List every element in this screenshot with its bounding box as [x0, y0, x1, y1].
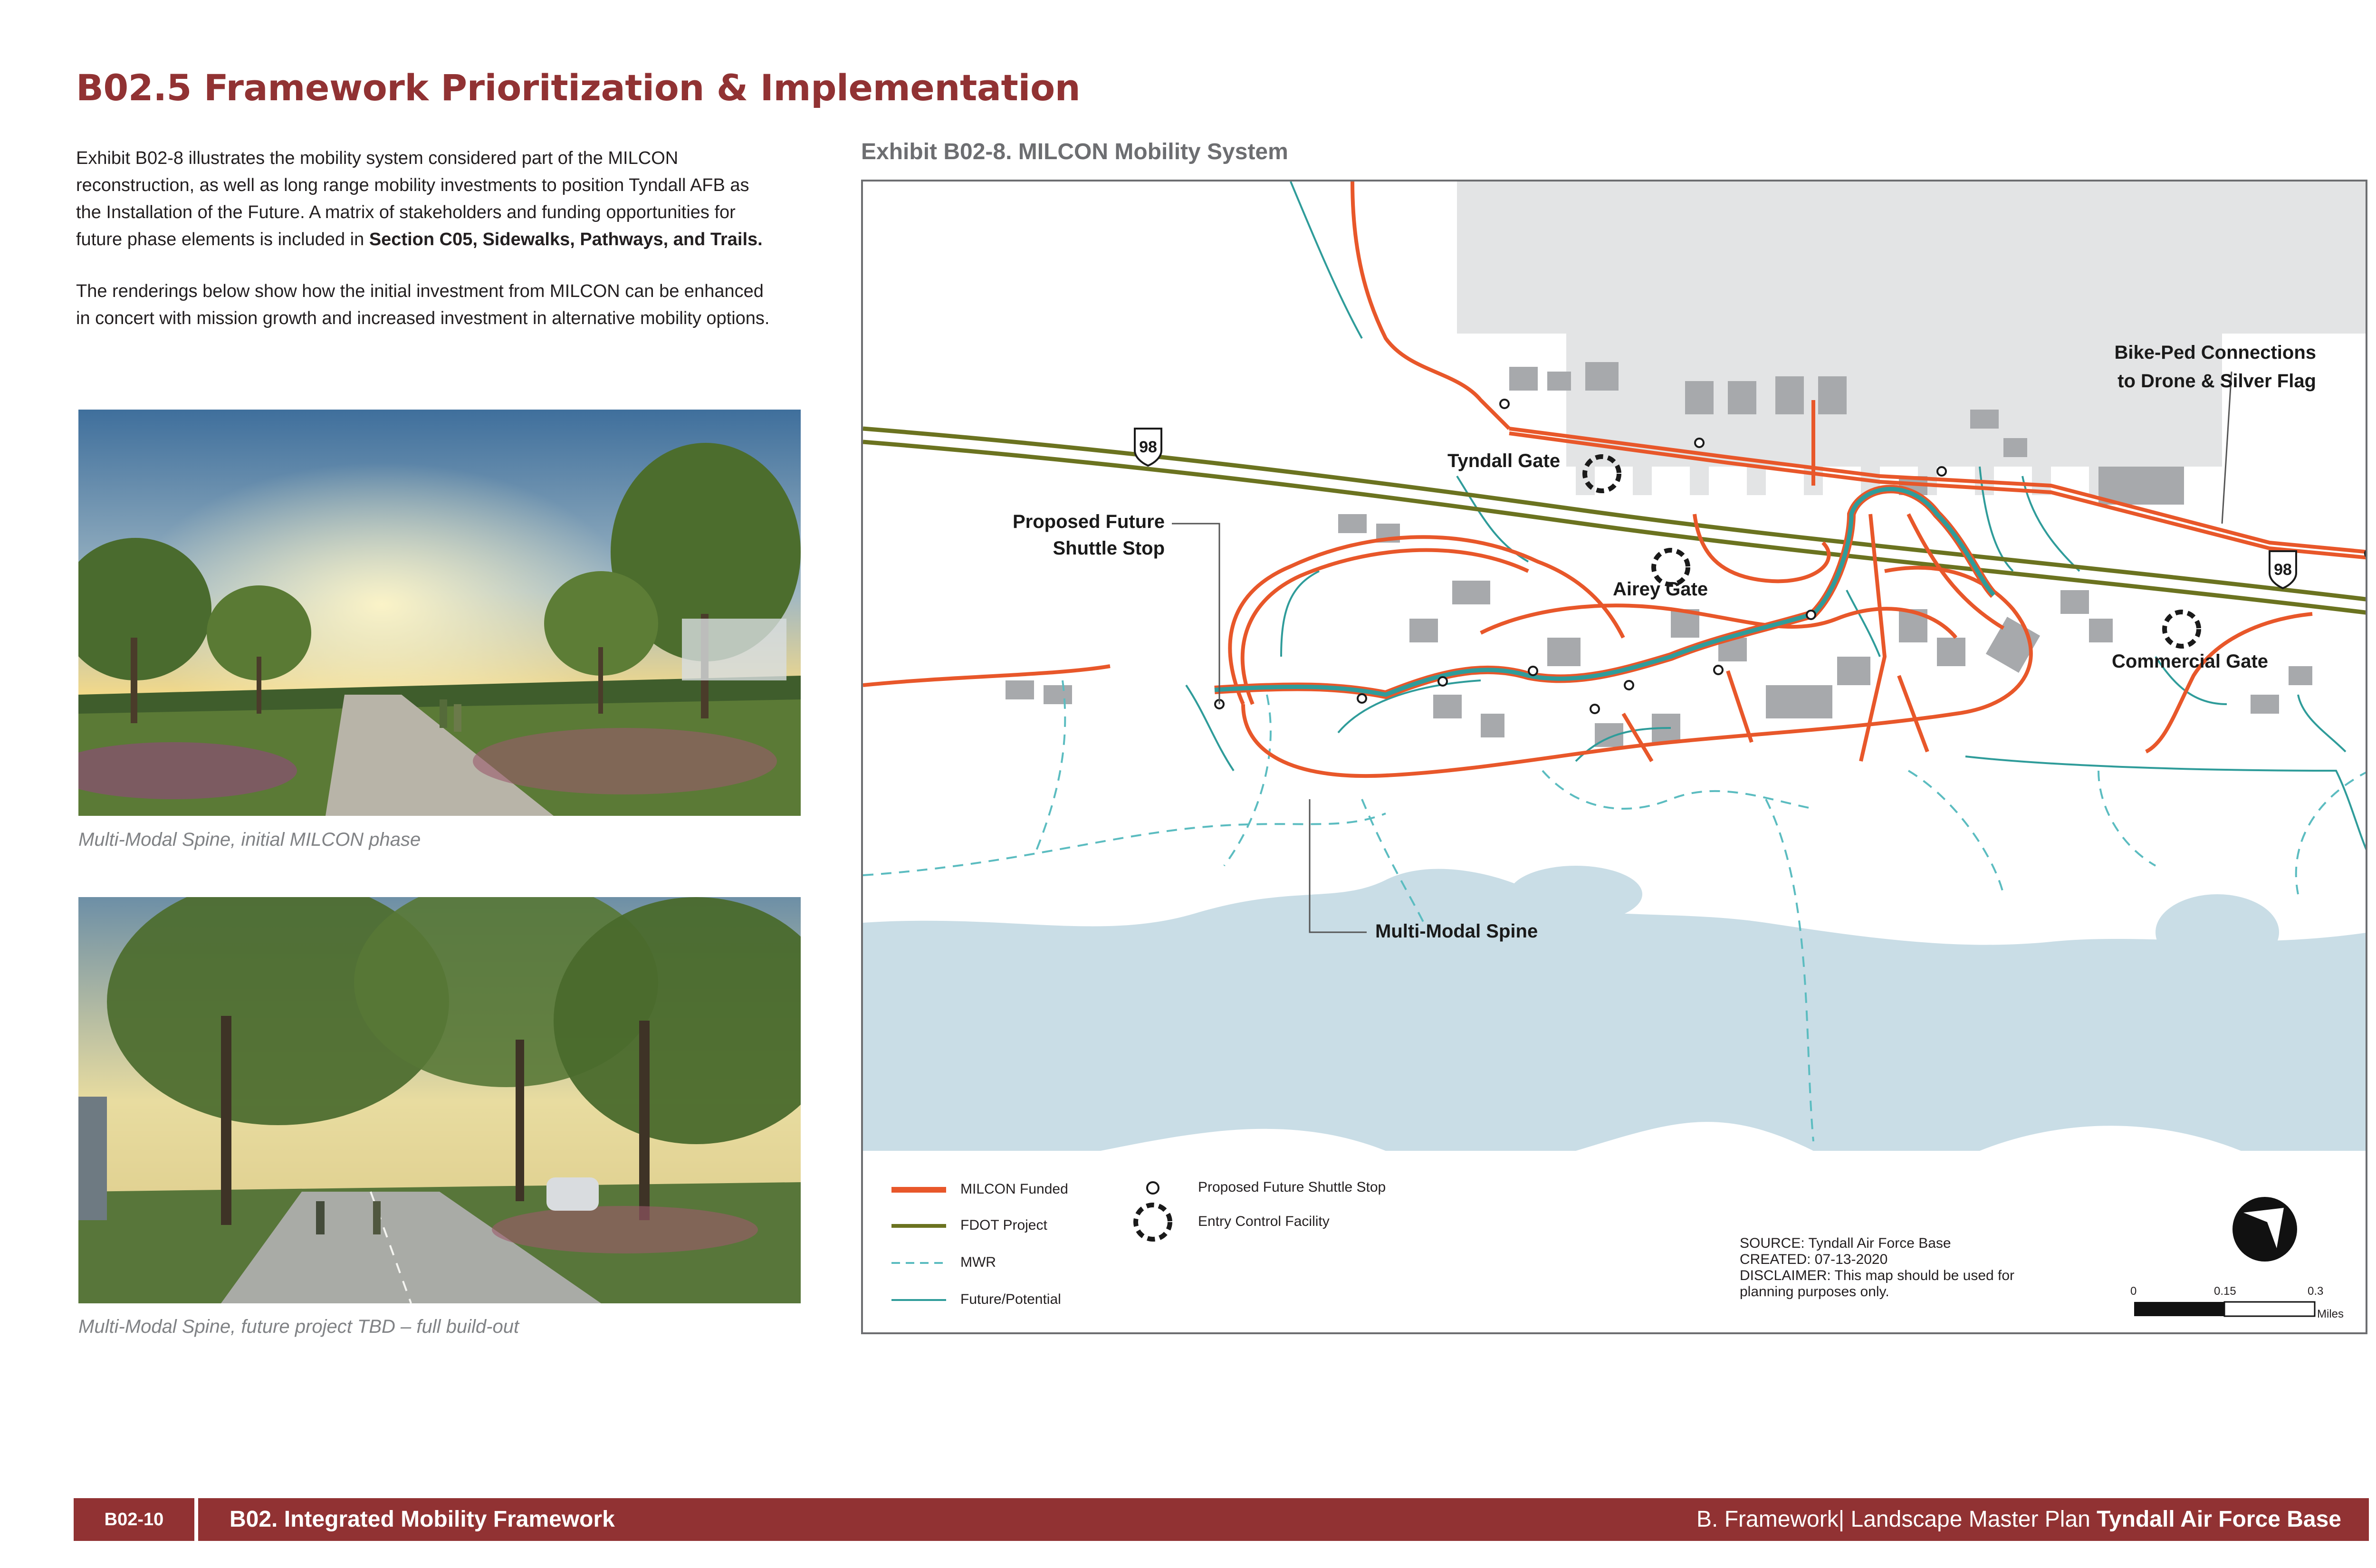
footer-section-title: B02. Integrated Mobility Framework	[230, 1507, 615, 1532]
legend-swatches	[891, 1182, 1170, 1300]
scale-bar	[2134, 1302, 2315, 1316]
rendering-caption-2: Multi-Modal Spine, future project TBD – full build-out	[78, 1316, 519, 1337]
scale-label-max: 0.3	[2308, 1285, 2324, 1298]
exhibit-title: Exhibit B02-8. MILCON Mobility System	[861, 139, 1288, 164]
created-line: CREATED: 07-13-2020	[1740, 1252, 1888, 1267]
mobility-map	[861, 180, 2367, 1334]
footer-page-number: B02-10	[74, 1498, 198, 1541]
label-bike-ped-connections: Bike-Ped Connections to Drone & Silver Flag	[2114, 342, 2316, 392]
section-reference: Section C05, Sidewalks, Pathways, and Trails.	[369, 229, 763, 249]
legend-fdot-project: FDOT Project	[960, 1217, 1047, 1233]
rendering-initial-milcon	[78, 410, 801, 816]
intro-text	[76, 145, 770, 357]
us98-shield-east-number: 98	[2274, 561, 2292, 579]
legend-entry-control-facility: Entry Control Facility	[1198, 1214, 1330, 1229]
intro-paragraph-2: The renderings below show how the initial investment from MILCON can be enhanced in concert with mission growth and increased investment in alternative mobility options.	[76, 281, 770, 328]
rendering-image-1	[78, 410, 801, 816]
footer-bar	[74, 1498, 2369, 1541]
label-airey-gate: Airey Gate	[1613, 579, 1708, 600]
scale-label-0: 0	[2130, 1285, 2137, 1298]
footer-document-title: B. Framework| Landscape Master Plan Tyndall Air Force Base	[1696, 1507, 2341, 1532]
source-line: SOURCE: Tyndall Air Force Base	[1740, 1235, 1951, 1251]
us98-shield-west-number: 98	[1139, 438, 1157, 456]
scale-unit: Miles	[2317, 1308, 2344, 1320]
legend-milcon-funded: MILCON Funded	[960, 1181, 1068, 1197]
rendering-caption-1: Multi-Modal Spine, initial MILCON phase	[78, 829, 421, 850]
legend-shuttle-stop: Proposed Future Shuttle Stop	[1198, 1179, 1386, 1195]
intro-paragraph-1: Exhibit B02-8 illustrates the mobility system considered part of the MILCON reconstruction, as well as long range mobility investments to position Tyndall AFB as the Installation of the Future. A matrix of stakeholders and funding opportunities for future phase elements is included in Section C05, Sidewalks, Pathways, and Trails.	[76, 148, 763, 249]
legend-future-potential: Future/Potential	[960, 1291, 1061, 1307]
map-source-note	[1740, 1235, 2034, 1300]
footer-base-name: Tyndall Air Force Base	[2097, 1507, 2341, 1532]
page-heading: B02.5 Framework Prioritization & Implementation	[76, 67, 1081, 109]
label-tyndall-gate: Tyndall Gate	[1447, 450, 1561, 471]
rendering-image-2	[78, 897, 801, 1303]
scale-label-mid: 0.15	[2214, 1285, 2236, 1298]
water-bodies	[863, 866, 2367, 1151]
label-multi-modal-spine: Multi-Modal Spine	[1375, 921, 1538, 942]
label-commercial-gate: Commercial Gate	[2112, 651, 2269, 672]
north-arrow-icon	[2232, 1197, 2297, 1262]
label-proposed-shuttle-stop: Proposed Future Shuttle Stop	[1012, 511, 1165, 559]
rendering-full-buildout	[78, 897, 801, 1303]
disclaimer-line: DISCLAIMER: This map should be used for planning purposes only.	[1740, 1268, 2015, 1300]
legend-mwr: MWR	[960, 1254, 996, 1270]
